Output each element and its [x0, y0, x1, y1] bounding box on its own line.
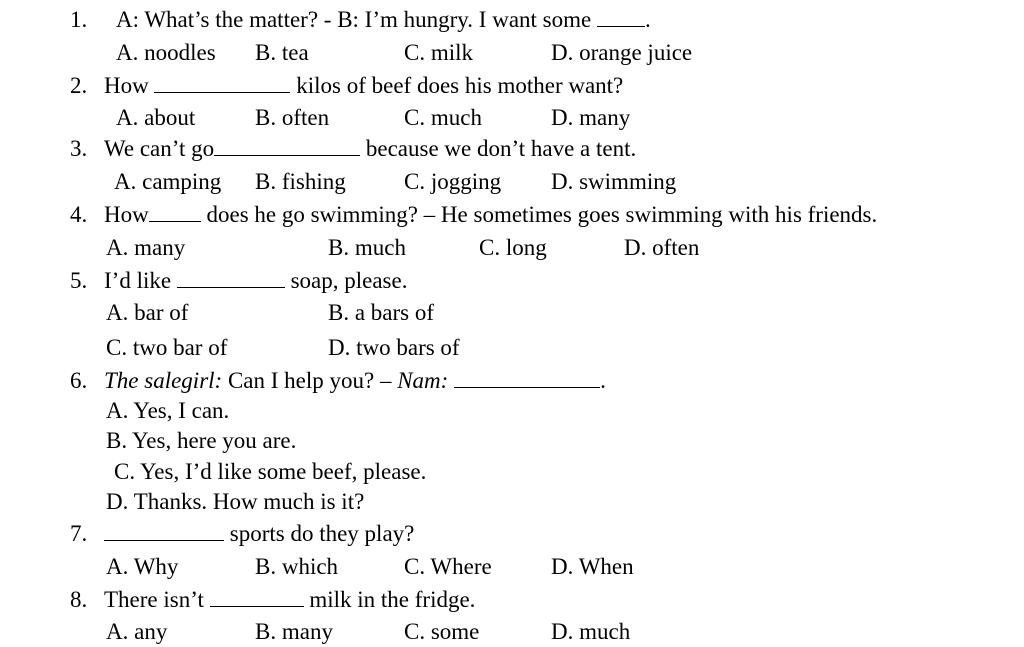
- speaker-label: The salegirl:: [104, 368, 223, 393]
- option-d: D. When: [551, 554, 634, 579]
- option-b: B. Yes, here you are.: [106, 428, 297, 453]
- option-d: D. much: [551, 619, 631, 644]
- question-stem: sports do they play?: [104, 522, 414, 545]
- question-stem: How kilos of beef does his mother want?: [104, 73, 624, 98]
- option-d: D. two bars of: [328, 335, 460, 360]
- answer-blank: [104, 522, 224, 541]
- option-c: C. two bar of: [106, 335, 228, 360]
- option-a: A. any: [106, 619, 168, 644]
- question-stem: A: What’s the matter? - B: I’m hungry. I want some .: [116, 7, 651, 32]
- option-d: D. swimming: [551, 169, 677, 194]
- option-d: D. many: [551, 105, 631, 130]
- question-stem: The salegirl: Can I help you? – Nam: .: [104, 368, 606, 393]
- option-a: A. camping: [114, 169, 222, 194]
- option-b: B. tea: [255, 40, 309, 65]
- option-a: A. noodles: [116, 40, 216, 65]
- option-b: B. much: [328, 235, 406, 260]
- question-stem: I’d like soap, please.: [104, 268, 408, 293]
- question-number: 8.: [70, 587, 88, 612]
- option-c: C. some: [404, 619, 480, 644]
- option-a: A. Yes, I can.: [106, 398, 230, 423]
- answer-blank: [149, 203, 201, 222]
- option-d: D. often: [624, 235, 700, 260]
- speaker-label: Nam:: [397, 368, 449, 393]
- option-a: A. bar of: [106, 300, 189, 325]
- answer-blank: [154, 74, 290, 93]
- question-number: 7.: [70, 521, 88, 546]
- option-a: A. about: [116, 105, 196, 130]
- option-b: B. often: [255, 105, 330, 130]
- option-a: A. many: [106, 235, 186, 260]
- question-stem: We can’t go because we don’t have a tent.: [104, 136, 637, 161]
- option-c: C. milk: [404, 40, 474, 65]
- question-number: 6.: [70, 368, 88, 393]
- question-number: 4.: [70, 202, 88, 227]
- question-number: 1.: [70, 7, 88, 32]
- answer-blank: [214, 137, 360, 156]
- answer-blank: [177, 269, 285, 288]
- option-b: B. which: [255, 554, 339, 579]
- question-stem: There isn’t milk in the fridge.: [104, 587, 476, 612]
- answer-blank: [454, 369, 600, 388]
- question-number: 2.: [70, 73, 88, 98]
- option-b: B. fishing: [255, 169, 346, 194]
- option-d: D. Thanks. How much is it?: [106, 489, 365, 514]
- answer-blank: [210, 588, 304, 607]
- question-number: 5.: [70, 268, 88, 293]
- question-stem: How does he go swimming? – He sometimes goes swimming with his friends.: [104, 202, 878, 227]
- option-c: C. much: [404, 105, 482, 130]
- option-c: C. Yes, I’d like some beef, please.: [114, 459, 427, 484]
- answer-blank: [597, 8, 645, 27]
- option-a: A. Why: [106, 554, 179, 579]
- option-b: B. many: [255, 619, 333, 644]
- option-d: D. orange juice: [551, 40, 693, 65]
- option-c: C. Where: [404, 554, 492, 579]
- option-c: C. jogging: [404, 169, 502, 194]
- question-number: 3.: [70, 136, 88, 161]
- option-c: C. long: [479, 235, 547, 260]
- option-b: B. a bars of: [328, 300, 435, 325]
